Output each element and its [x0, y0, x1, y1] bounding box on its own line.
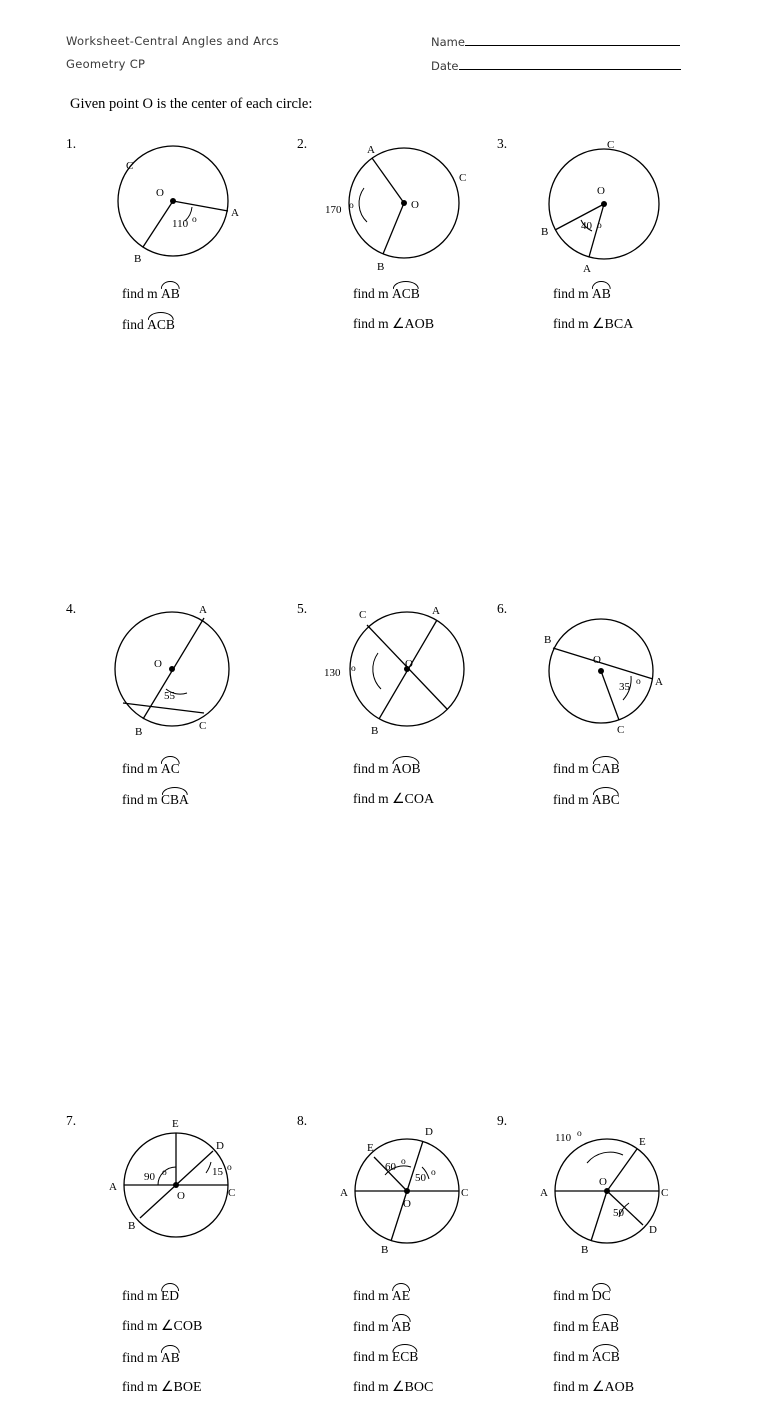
label-b: B	[134, 253, 142, 265]
label-c: C	[607, 139, 615, 151]
problem-number: 7.	[66, 1113, 77, 1128]
label-a: A	[199, 604, 207, 616]
prompt-prefix: find m	[122, 286, 161, 301]
prompt-prefix: find m	[553, 1288, 592, 1303]
prompt-prefix: find	[122, 316, 148, 332]
angle-value-1: 60	[385, 1161, 396, 1173]
label-center: O	[599, 1176, 607, 1188]
label-b: B	[135, 726, 143, 738]
problem-row-1	[0, 128, 768, 368]
problem-7-prompts	[122, 1288, 202, 1411]
prompt-prefix: find m	[553, 761, 592, 776]
label-center: O	[177, 1190, 185, 1202]
prompt-item	[353, 1288, 433, 1303]
circle-figure-8	[319, 1113, 499, 1263]
prompt-item	[122, 1319, 202, 1334]
label-b: B	[544, 634, 552, 646]
name-input-rule[interactable]	[465, 34, 680, 46]
prompt-prefix: find m	[122, 791, 161, 807]
prompt-prefix: find m	[122, 1288, 161, 1303]
prompt-prefix: find m	[553, 1349, 592, 1364]
label-b: B	[371, 725, 379, 737]
label-c: C	[126, 160, 134, 172]
prompt-item	[553, 317, 633, 332]
header-fields-block	[431, 34, 681, 82]
prompt-item	[353, 1349, 433, 1364]
problem-number: 5.	[297, 601, 308, 616]
arc-label: DC	[592, 1288, 611, 1303]
prompt-item	[122, 317, 180, 332]
label-a: A	[432, 605, 440, 617]
label-c: C	[199, 720, 207, 732]
problem-number: 8.	[297, 1113, 308, 1128]
date-field-line	[431, 58, 681, 73]
label-c: C	[461, 1187, 469, 1199]
problem-2-prompts	[353, 286, 434, 348]
degree-symbol: o	[431, 1168, 436, 1178]
prompt-prefix: find m	[353, 286, 392, 301]
circle-figure-7	[88, 1113, 268, 1263]
arc-label: ACB	[392, 286, 420, 301]
circle-figure-9	[519, 1113, 699, 1263]
label-e: E	[172, 1118, 179, 1130]
label-b: B	[381, 1244, 389, 1256]
label-b: B	[128, 1220, 136, 1232]
header-title-block	[66, 34, 279, 80]
arc-label: ACB	[592, 1349, 620, 1364]
label-center: O	[597, 185, 605, 197]
arc-label: AB	[161, 286, 180, 301]
course-subtitle: Geometry CP	[66, 57, 146, 71]
label-b: B	[377, 261, 385, 273]
label-b: B	[541, 226, 549, 238]
prompt-item	[553, 1288, 634, 1303]
angle-label: ∠BOE	[161, 1380, 202, 1395]
angle-label: ∠COB	[161, 1318, 203, 1334]
angle-label: ∠AOB	[592, 1379, 635, 1395]
arc-label: ECB	[392, 1349, 419, 1364]
arc-label: ACB	[147, 316, 175, 332]
angle-value: 110	[172, 218, 189, 230]
prompt-item	[553, 1319, 634, 1334]
circle-figure-1	[88, 136, 268, 276]
problem-number: 3.	[497, 136, 508, 151]
prompt-prefix: find m	[122, 1317, 161, 1333]
prompt-item	[553, 286, 633, 301]
prompt-prefix: find m	[553, 286, 592, 301]
degree-symbol: o	[401, 1157, 406, 1167]
angle-label: ∠BCA	[592, 316, 634, 332]
arc-label: EAB	[592, 1318, 619, 1334]
angle-value: 170	[325, 204, 342, 216]
prompt-item	[353, 1380, 433, 1395]
label-a: A	[109, 1181, 117, 1193]
arc-label: AB	[592, 286, 611, 301]
problem-row-2	[0, 368, 768, 807]
label-d: D	[216, 1140, 224, 1152]
circle-figure-2	[319, 136, 499, 276]
degree-symbol: o	[227, 1163, 232, 1173]
label-a: A	[655, 676, 663, 688]
problem-3-prompts	[553, 286, 633, 348]
prompt-item	[353, 286, 434, 301]
arc-label: AE	[392, 1288, 410, 1303]
label-e: E	[639, 1136, 646, 1148]
problem-row-3	[0, 618, 768, 1395]
label-center: O	[403, 1198, 411, 1210]
label-d: D	[649, 1224, 657, 1236]
prompt-item	[353, 317, 434, 332]
prompt-prefix: find m	[553, 1378, 592, 1394]
prompt-prefix: find m	[553, 791, 592, 807]
instruction-text: Given point O is the center of each circle:	[70, 96, 313, 112]
arc-label: AB	[392, 1318, 411, 1334]
prompt-item	[353, 1319, 433, 1334]
problem-number: 2.	[297, 136, 308, 151]
prompt-prefix: find m	[353, 1378, 392, 1394]
angle-value: 40	[581, 220, 592, 232]
worksheet-title: Worksheet-Central Angles and Arcs	[66, 34, 279, 48]
label-d: D	[425, 1126, 433, 1138]
label-center: O	[156, 187, 164, 199]
prompt-prefix: find m	[553, 315, 592, 331]
label-a: A	[367, 144, 375, 156]
problem-8-prompts	[353, 1288, 433, 1411]
problem-number: 6.	[497, 601, 508, 616]
angle-value: 35	[619, 681, 630, 693]
date-label: Date	[431, 59, 459, 73]
prompt-prefix: find m	[353, 1349, 392, 1364]
prompt-prefix: find m	[122, 1349, 161, 1365]
prompt-prefix: find m	[553, 1318, 592, 1334]
prompt-item	[122, 1350, 202, 1365]
angle-value-1: 90	[144, 1171, 155, 1183]
angle-label: ∠BOC	[392, 1379, 434, 1395]
label-c: C	[359, 609, 367, 621]
angle-value-2: 50	[415, 1172, 426, 1184]
label-e: E	[367, 1142, 374, 1154]
prompt-prefix: find m	[353, 790, 392, 806]
label-a: A	[340, 1187, 348, 1199]
problem-1-prompts	[122, 286, 180, 347]
problem-grid	[0, 128, 768, 1395]
label-c: C	[617, 724, 625, 736]
degree-symbol: o	[192, 215, 197, 225]
label-c: C	[228, 1187, 236, 1199]
label-a: A	[231, 207, 239, 219]
degree-symbol: o	[162, 1168, 167, 1178]
prompt-prefix: find m	[122, 1379, 161, 1394]
degree-symbol: o	[597, 221, 602, 231]
arc-label: ED	[161, 1288, 179, 1303]
arc-label: AB	[161, 1349, 180, 1365]
prompt-item	[122, 1288, 202, 1303]
angle-label: ∠COA	[392, 791, 435, 807]
name-label: Name	[431, 35, 465, 49]
label-a: A	[583, 263, 591, 275]
arc-label: ABC	[592, 791, 620, 807]
date-input-rule[interactable]	[459, 58, 681, 70]
problem-9-prompts	[553, 1288, 634, 1411]
worksheet-header	[66, 34, 708, 84]
arc-label: CAB	[592, 761, 620, 776]
angle-value-2: 50	[613, 1207, 624, 1219]
prompt-prefix: find m	[122, 761, 161, 776]
prompt-prefix: find m	[353, 315, 392, 331]
prompt-item	[553, 1380, 634, 1395]
angle-value-1: 110	[555, 1132, 572, 1144]
label-center: O	[405, 658, 413, 670]
arc-label: AOB	[392, 761, 421, 776]
problem-number: 1.	[66, 136, 77, 151]
angle-value: 55	[164, 690, 175, 702]
label-center: O	[593, 654, 601, 666]
degree-symbol: o	[577, 1129, 582, 1139]
problem-number: 9.	[497, 1113, 508, 1128]
angle-label: ∠AOB	[392, 316, 435, 332]
circle-figure-3	[519, 136, 699, 276]
angle-value-2: 15	[212, 1166, 223, 1178]
arc-label: AC	[161, 761, 180, 776]
name-field-line	[431, 34, 681, 49]
degree-symbol: o	[351, 664, 356, 674]
problem-number: 4.	[66, 601, 77, 616]
arc-label: CBA	[161, 791, 189, 807]
degree-symbol: o	[349, 201, 354, 211]
angle-value: 130	[324, 667, 341, 679]
label-a: A	[540, 1187, 548, 1199]
label-c: C	[459, 172, 467, 184]
label-center: O	[411, 199, 419, 211]
degree-symbol: o	[636, 677, 641, 687]
label-center: O	[154, 658, 162, 670]
label-b: B	[581, 1244, 589, 1256]
prompt-prefix: find m	[353, 1288, 392, 1303]
label-c: C	[661, 1187, 669, 1199]
prompt-prefix: find m	[353, 761, 392, 776]
prompt-prefix: find m	[353, 1318, 392, 1334]
prompt-item	[122, 1380, 202, 1395]
prompt-item	[122, 286, 180, 301]
prompt-item	[553, 1349, 634, 1364]
